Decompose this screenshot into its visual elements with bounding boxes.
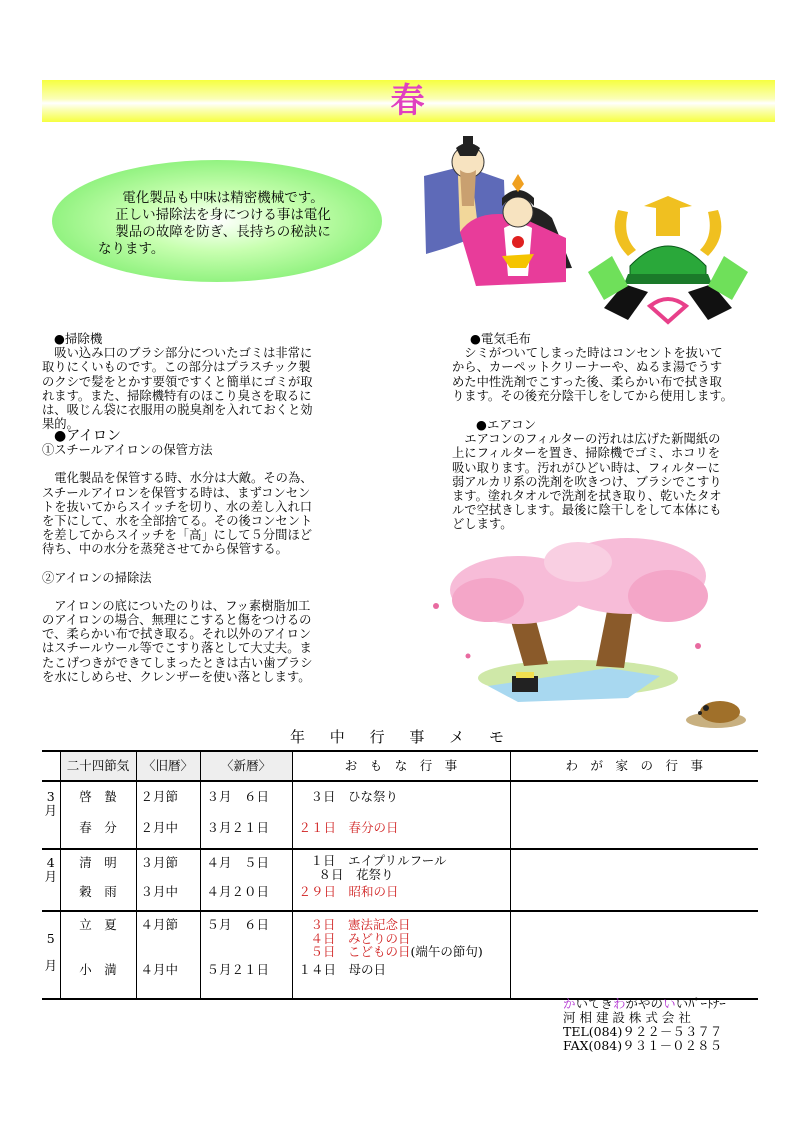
- memo-title-char: モ: [488, 728, 504, 746]
- cherry-blossom-illustration: [428, 536, 718, 716]
- blanket-line: めた中性洗剤でこすった後、柔らかい布で拭き取: [452, 374, 722, 389]
- main-events-header: お も な 行 事: [292, 751, 510, 781]
- intro-line: 正しい掃除法を身につける事は電化: [115, 207, 331, 223]
- slogan-part: いてき: [575, 996, 614, 1011]
- aircon-line: 弱アルカリ系の洗剤を吹きつけ、ブラシでこすり: [452, 474, 722, 489]
- event-text: １日 エイプリルフール: [310, 853, 447, 868]
- slogan-part: い: [663, 996, 676, 1011]
- intro-line: 製品の故障を防ぎ、長持ちの秘訣に: [115, 224, 331, 240]
- event-suffix: (端午の節句): [410, 944, 483, 959]
- month-cell: [42, 849, 60, 911]
- table-header-row: [42, 751, 758, 781]
- kabuto-helmet-illustration: [588, 196, 748, 336]
- month-digit: 5: [46, 931, 55, 946]
- event-cell: [292, 815, 510, 849]
- aircon-section: [452, 418, 770, 532]
- iron-subheading-cleaning: ②アイロンの掃除法: [42, 570, 152, 585]
- family-event-cell[interactable]: [510, 911, 758, 999]
- month-kanji: 月: [44, 802, 57, 818]
- event-cell: [292, 883, 510, 911]
- vacuum-line: 取りにくいものです。この部分はプラスチック製: [42, 360, 311, 375]
- table-row: [42, 849, 758, 883]
- slogan-part: がやの: [625, 996, 664, 1011]
- blanket-line: から、カーペットクリーナーや、ぬるま湯でうす: [452, 360, 723, 375]
- vacuum-line: 果的。: [42, 417, 79, 432]
- event-text: ４日 みどりの日: [310, 930, 411, 946]
- month-digit: 3: [46, 789, 55, 804]
- sekki-header: 二十四節気: [60, 751, 136, 781]
- event-text: ２１日 春分の日: [298, 820, 399, 835]
- company-slogan: [563, 997, 726, 1011]
- aircon-line: 吸い取ります。汚れがひどい時は、フィルターに: [452, 460, 721, 475]
- sekki-cell: 立 夏: [60, 911, 136, 961]
- family-event-cell[interactable]: [510, 781, 758, 849]
- vacuum-line: 吸い込み口のブラシ部分についたゴミは非常に: [54, 346, 313, 361]
- vacuum-line: のクシで髪をとかす要領ですくと簡単にゴミが取: [42, 374, 313, 389]
- event-text: ２９日 昭和の日: [298, 884, 399, 899]
- season-banner: [42, 80, 775, 122]
- iron-subheading-storage: ①スチールアイロンの保管方法: [42, 443, 213, 458]
- month-kanji: 月: [44, 958, 57, 973]
- blanket-heading: ●電気毛布: [470, 331, 531, 346]
- family-event-cell[interactable]: [510, 849, 758, 911]
- hina-dolls-illustration: [406, 136, 586, 296]
- company-fax: FAX(084)９３１－０２８５: [563, 1038, 723, 1053]
- memo-title-char: メ: [449, 728, 465, 746]
- vacuum-line: れます。また、掃除機特有のほこり臭さを取るに: [42, 388, 312, 403]
- iron-storage-line: スチールアイロンを保管する時は、まずコンセン: [42, 485, 311, 500]
- aircon-line: ます。塗れタオルで洗剤を拭き取り、乾いたタオ: [452, 489, 722, 504]
- iron-cleaning-line: はスチールウール等でこすり落として大丈夫。ま: [42, 641, 312, 656]
- annual-events-table: [42, 750, 758, 1000]
- shinreki-cell: ４月２０日: [200, 883, 292, 911]
- company-footer: [563, 997, 726, 1053]
- aircon-line: 上にフィルターを置き、掃除機でゴミ、ホコリを: [452, 446, 721, 461]
- month-cell: [42, 781, 60, 849]
- season-title: 春: [390, 81, 427, 121]
- shinreki-cell: ５月 ６日: [200, 911, 292, 961]
- iron-section: [42, 429, 360, 684]
- sekki-cell: 春 分: [60, 815, 136, 849]
- shinreki-cell: ５月２１日: [200, 961, 292, 999]
- iron-storage-line: トを抜いてからスイッチを切り、水の差し入れ口: [42, 499, 313, 514]
- iron-storage-line: 待ち、中の水分を蒸発させてから保管する。: [42, 542, 288, 557]
- shinreki-cell: ３月２１日: [200, 815, 292, 849]
- memo-title-char: 行: [369, 728, 385, 746]
- event-text: ３日 憲法記念日: [310, 917, 411, 932]
- sekki-cell: 穀 雨: [60, 883, 136, 911]
- kyureki-cell: ４月中: [136, 961, 200, 999]
- table-row: [42, 781, 758, 815]
- sekki-cell: 啓 蟄: [60, 781, 136, 815]
- family-events-header: わ が 家 の 行 事: [510, 751, 758, 781]
- kyureki-cell: ３月節: [136, 849, 200, 883]
- aircon-line: エアコンのフィルターの汚れは広げた新聞紙の: [464, 432, 721, 447]
- event-text: １４日 母の日: [298, 962, 387, 977]
- memo-title-char: 中: [329, 728, 345, 746]
- iron-storage-line: を下にして、水を全部捨てる。その後コンセント: [42, 514, 313, 529]
- memo-title-char: 事: [409, 728, 425, 746]
- event-cell: [292, 911, 510, 961]
- blanket-section: [452, 332, 770, 403]
- memo-title: [0, 726, 794, 747]
- month-digit: 4: [46, 855, 55, 870]
- sekki-cell: 清 明: [60, 849, 136, 883]
- memo-title-char: 年: [290, 728, 306, 746]
- aircon-line: ルで空拭きします。最後に陰干しをして本体にも: [452, 503, 722, 518]
- slogan-part: か: [563, 996, 576, 1011]
- event-text: ３日 ひな祭り: [310, 789, 399, 804]
- iron-cleaning-line: で、柔らかい布で拭き取る。それ以外のアイロン: [42, 627, 312, 642]
- company-name: 河 相 建 設 株 式 会 社: [563, 1010, 691, 1025]
- slogan-part: わ: [613, 996, 626, 1011]
- iron-storage-line: 電化製品を保管する時、水分は大敵。その為、: [54, 471, 313, 486]
- company-tel: TEL(084)９２２－５３７７: [563, 1024, 723, 1039]
- kyureki-cell: ３月中: [136, 883, 200, 911]
- shinreki-cell: ４月 ５日: [200, 849, 292, 883]
- iron-cleaning-line: たこげつきができてしまったときは古い歯ブラシ: [42, 655, 313, 670]
- kyureki-cell: ４月節: [136, 911, 200, 961]
- intro-line: 電化製品も中味は精密機械です。: [122, 190, 324, 206]
- iron-cleaning-line: を水にしめらせ、クレンザーを使い落とします。: [42, 669, 311, 684]
- vacuum-section: [42, 332, 360, 431]
- month-cell: [42, 911, 60, 999]
- intro-line: なります。: [98, 241, 165, 257]
- intro-text: [78, 190, 368, 258]
- kyureki-cell: ２月節: [136, 781, 200, 815]
- blanket-line: ります。その後充分陰干しをしてから使用します。: [452, 388, 733, 403]
- event-cell: [292, 849, 510, 883]
- event-text: ５日 こどもの日: [310, 944, 411, 959]
- event-cell: [292, 961, 510, 999]
- sekki-cell: 小 満: [60, 961, 136, 999]
- month-header: [42, 751, 60, 781]
- aircon-line: どします。: [452, 517, 513, 532]
- mole-illustration: [686, 696, 750, 730]
- blanket-line: シミがついてしまった時はコンセントを抜いて: [464, 346, 723, 361]
- kyureki-header: 〈旧暦〉: [136, 751, 200, 781]
- slogan-part: いﾊﾟｰﾄﾅｰ: [675, 996, 726, 1011]
- aircon-heading: ●エアコン: [476, 417, 537, 432]
- shinreki-cell: ３月 ６日: [200, 781, 292, 815]
- kyureki-cell: ２月中: [136, 815, 200, 849]
- month-kanji: 月: [44, 868, 57, 884]
- event-cell: [292, 781, 510, 815]
- iron-storage-line: を差してからスイッチを「高」にして５分間ほど: [42, 528, 313, 543]
- iron-heading: ●アイロン: [54, 428, 121, 444]
- shinreki-header: 〈新暦〉: [200, 751, 292, 781]
- vacuum-line: は、吸じん袋に衣服用の脱臭剤を入れておくと効: [42, 403, 313, 418]
- table-row: [42, 911, 758, 961]
- event-text: ８日 花祭り: [318, 866, 394, 882]
- iron-cleaning-line: のアイロンの場合、無理にこすると傷をつけるの: [42, 613, 312, 628]
- iron-cleaning-line: アイロンの底についたのりは、フッ素樹脂加工: [54, 598, 311, 613]
- vacuum-heading: ●掃除機: [54, 331, 103, 346]
